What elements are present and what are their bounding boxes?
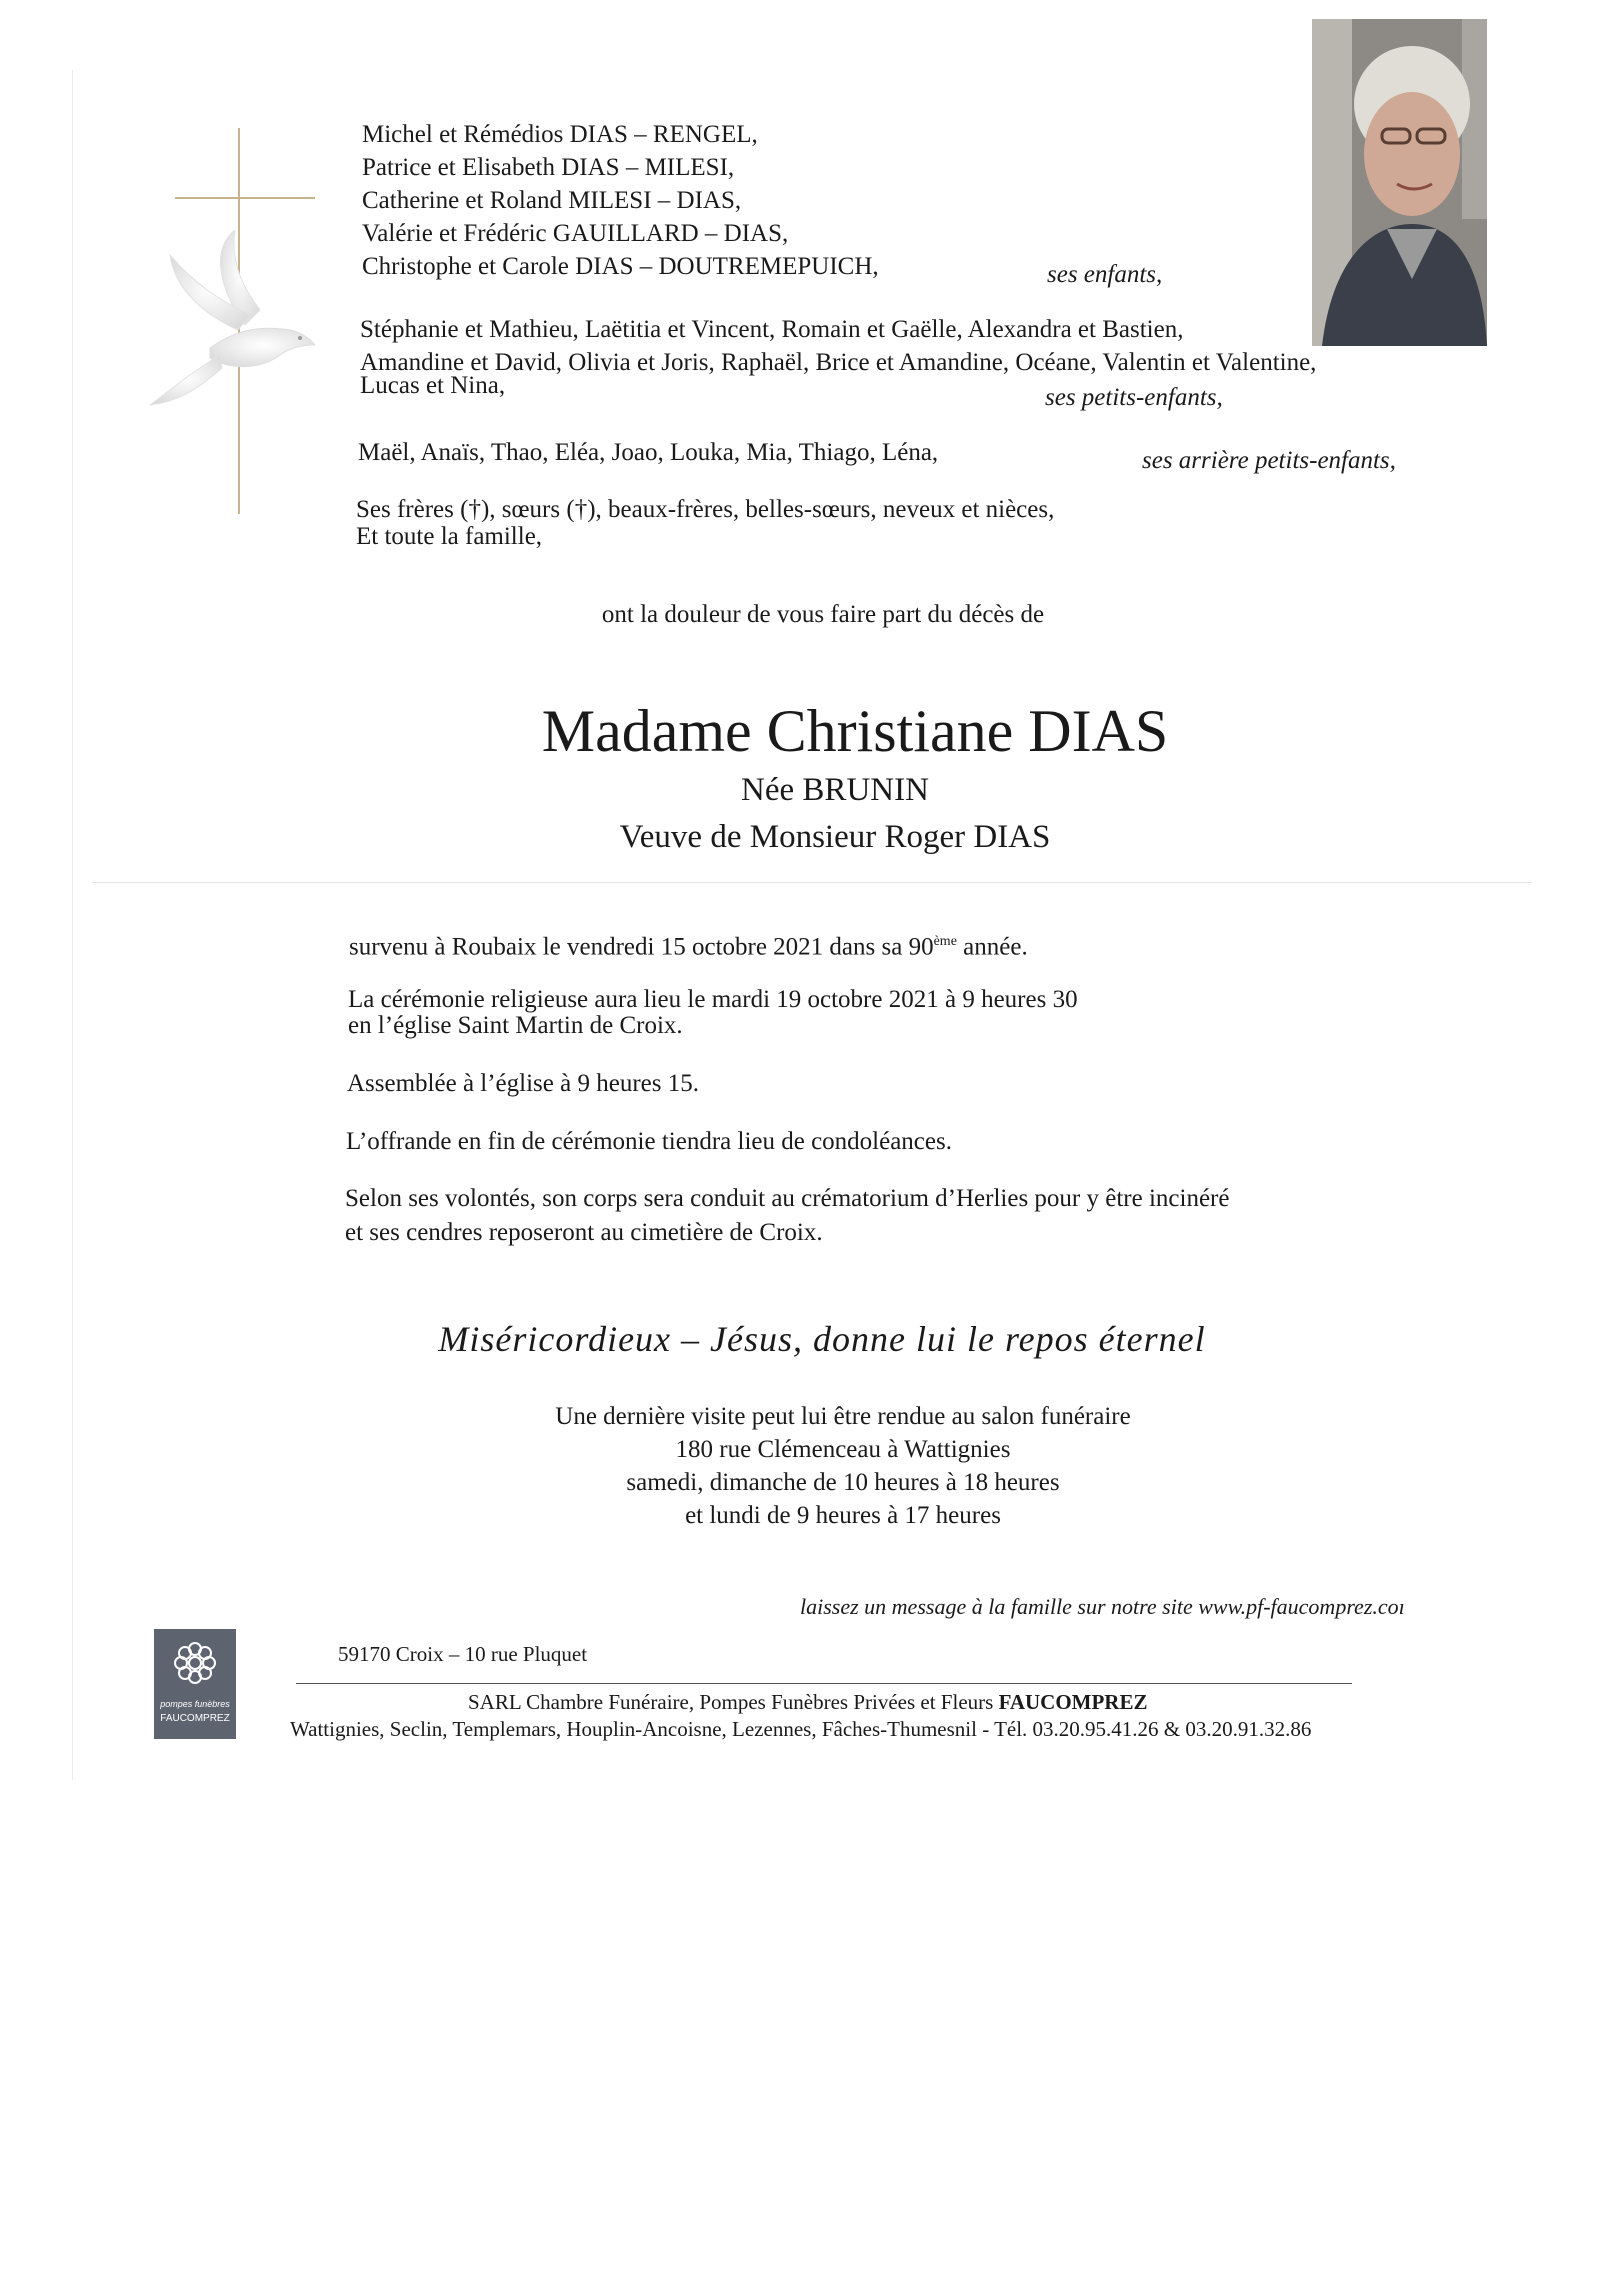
child-line: Christophe et Carole DIAS – DOUTREMEPUICH, (362, 253, 879, 280)
widow-of: Veuve de Monsieur Roger DIAS (619, 819, 1051, 855)
flower-icon (171, 1639, 219, 1687)
footer-locations: Wattignies, Seclin, Templemars, Houplin-Ancoisne, Lezennes, Fâches-Thumesnil - Tél. 03.20.95.41.26 & 03.20.91.32.86 (290, 1717, 1312, 1741)
grandchildren-line: Amandine et David, Olivia et Joris, Raphaël, Brice et Amandine, Océane, Valentin et Valentine, (360, 349, 1317, 376)
ceremony-location: en l’église Saint Martin de Croix. (348, 1012, 683, 1039)
footer-rule (296, 1683, 1352, 1684)
death-line: survenu à Roubaix le vendredi 15 octobre 2021 dans sa 90ème année. (349, 933, 1028, 961)
logo-line: pompes funèbres (160, 1699, 230, 1709)
child-line: Patrice et Elisabeth DIAS – MILESI, (362, 154, 735, 181)
grandchildren-line: Stéphanie et Mathieu, Laëtitia et Vincent, Romain et Gaëlle, Alexandra et Bastien, (360, 316, 1184, 343)
child-line: Catherine et Roland MILESI – DIAS, (362, 187, 742, 214)
footer-company: SARL Chambre Funéraire, Pompes Funèbres Privées et Fleurs FAUCOMPREZ (468, 1690, 1148, 1714)
dove-icon (150, 230, 320, 420)
grandchildren-label: ses petits-enfants, (1045, 384, 1223, 411)
great-grandchildren-label: ses arrière petits-enfants, (1142, 447, 1396, 474)
others-line: Ses frères (†), sœurs (†), beaux-frères, belles-sœurs, neveux et nièces, (356, 496, 1055, 523)
footer-address: 59170 Croix – 10 rue Pluquet (338, 1642, 588, 1666)
deceased-name: Madame Christiane DIAS (541, 698, 1169, 764)
announcement: ont la douleur de vous faire part du décès de (601, 601, 1045, 628)
deceased-photo (1312, 19, 1487, 346)
ceremony-line: La cérémonie religieuse aura lieu le mardi 19 octobre 2021 à 9 heures 30 (348, 986, 1078, 1013)
great-grandchildren-line: Maël, Anaïs, Thao, Eléa, Joao, Louka, Mia, Thiago, Léna, (358, 439, 939, 466)
grandchildren-line: Lucas et Nina, (360, 372, 506, 399)
assembly-line: Assemblée à l’église à 9 heures 15. (347, 1070, 699, 1097)
child-line: Valérie et Frédéric GAUILLARD – DIAS, (362, 220, 789, 247)
children-label: ses enfants, (1047, 261, 1163, 288)
offering-line: L’offrande en fin de cérémonie tiendra lieu de condoléances. (346, 1128, 952, 1155)
visit-line: 180 rue Clémenceau à Wattignies (675, 1436, 1011, 1463)
others-line: Et toute la famille, (356, 523, 543, 550)
logo-name: FAUCOMPREZ (160, 1713, 230, 1724)
separator (92, 882, 1532, 883)
visit-line: Une dernière visite peut lui être rendue au salon funéraire (555, 1403, 1131, 1430)
wishes-line: et ses cendres reposeront au cimetière de Croix. (345, 1219, 823, 1246)
birth-name: Née BRUNIN (741, 772, 929, 808)
child-line: Michel et Rémédios DIAS – RENGEL, (362, 121, 758, 148)
visit-line: samedi, dimanche de 10 heures à 18 heures (626, 1469, 1060, 1496)
company-logo (154, 1629, 236, 1739)
visit-line: et lundi de 9 heures à 17 heures (685, 1502, 1001, 1529)
wishes-line: Selon ses volontés, son corps sera conduit au crématorium d’Herlies pour y être incinéré (345, 1185, 1230, 1212)
prayer: Miséricordieux – Jésus, donne lui le repos éternel (438, 1319, 1206, 1359)
website-note: laissez un message à la famille sur notre site www.pf-faucomprez.coı (800, 1594, 1405, 1619)
cross-icon-bar (175, 197, 315, 199)
